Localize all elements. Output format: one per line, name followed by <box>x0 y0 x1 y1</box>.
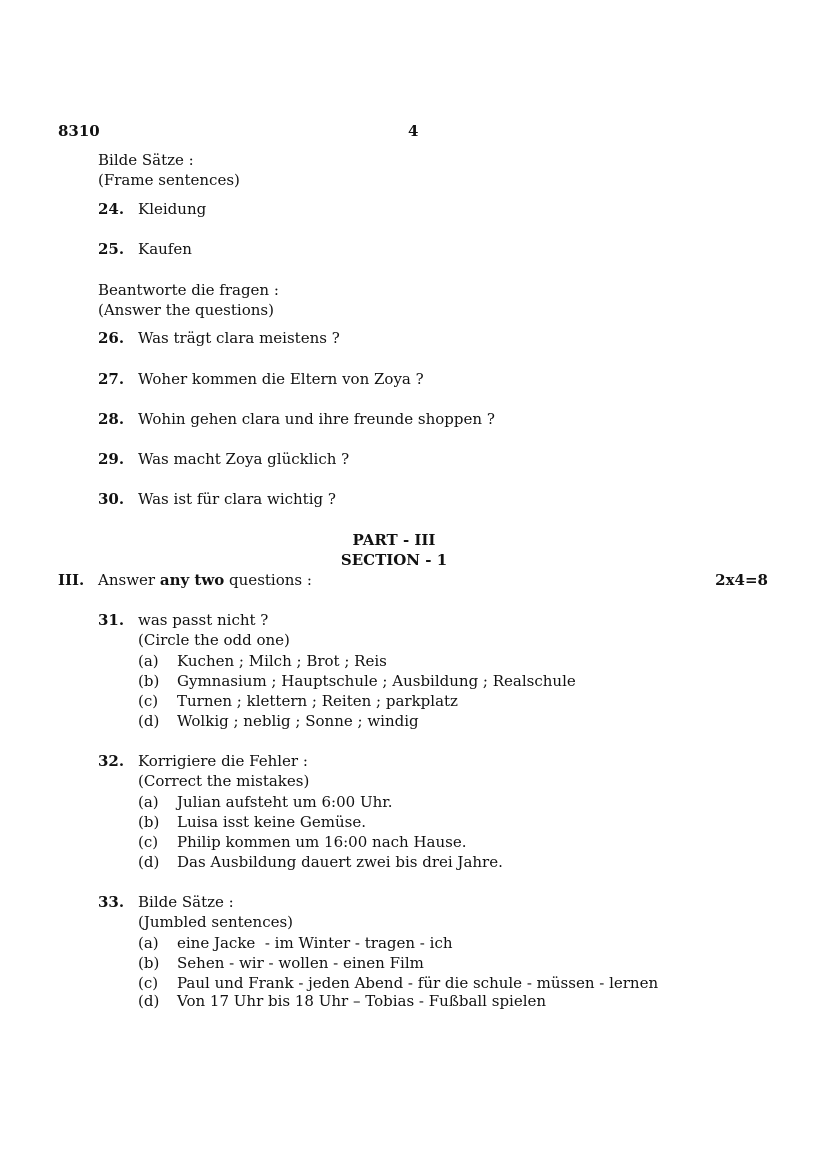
option-text: Das Ausbildung dauert zwei bis drei Jahre. <box>177 853 503 871</box>
option-text: Wolkig ; neblig ; Sonne ; windig <box>177 712 419 730</box>
question-text-29: Was macht Zoya glücklich ? <box>138 450 350 468</box>
question-number-33: 33. <box>98 893 125 911</box>
question-number-30: 30. <box>98 490 125 508</box>
question-text-27: Woher kommen die Eltern von Zoya ? <box>138 370 424 388</box>
option-text: Luisa isst keine Gemüse. <box>177 813 366 831</box>
question-title-31: was passt nicht ? <box>138 611 269 629</box>
question-subtitle-33: (Jumbled sentences) <box>138 913 294 931</box>
option-label: (d) <box>138 992 160 1010</box>
option-label: (c) <box>138 692 159 710</box>
option-text: eine Jacke - im Winter - tragen - ich <box>177 934 453 952</box>
option-text: Turnen ; klettern ; Reiten ; parkplatz <box>177 692 458 710</box>
option-label: (a) <box>138 934 159 952</box>
question-title-32: Korrigiere die Fehler : <box>138 752 308 770</box>
question-subtitle-31: (Circle the odd one) <box>138 631 290 649</box>
option-text: Sehen - wir - wollen - einen Film <box>177 954 424 972</box>
option-label: (c) <box>138 974 159 992</box>
question-number-24: 24. <box>98 200 125 218</box>
option-text: Philip kommen um 16:00 nach Hause. <box>177 833 467 851</box>
option-label: (b) <box>138 813 160 831</box>
frame-section-subtitle: (Frame sentences) <box>98 171 240 189</box>
answer-section-subtitle: (Answer the questions) <box>98 301 274 319</box>
answer-section-title: Beantworte die fragen : <box>98 281 279 299</box>
option-label: (d) <box>138 853 160 871</box>
question-text-25: Kaufen <box>138 240 192 258</box>
question-number-26: 26. <box>98 329 125 347</box>
question-number-29: 29. <box>98 450 125 468</box>
marks-allocation: 2x4=8 <box>715 571 768 589</box>
question-text-28: Wohin gehen clara und ihre freunde shoppen ? <box>138 410 495 428</box>
section-title: SECTION - 1 <box>340 551 448 569</box>
option-label: (a) <box>138 652 159 670</box>
question-title-33: Bilde Sätze : <box>138 893 234 911</box>
part-instruction: Answer any two questions : <box>98 571 312 589</box>
frame-section-title: Bilde Sätze : <box>98 151 194 169</box>
question-number-25: 25. <box>98 240 125 258</box>
option-label: (b) <box>138 954 160 972</box>
question-text-30: Was ist für clara wichtig ? <box>138 490 336 508</box>
option-text: Paul und Frank - jeden Abend - für die schule - müssen - lernen <box>177 974 659 992</box>
option-label: (a) <box>138 793 159 811</box>
question-text-24: Kleidung <box>138 200 207 218</box>
question-number-31: 31. <box>98 611 125 629</box>
part-title: PART - III <box>352 531 436 549</box>
question-number-28: 28. <box>98 410 125 428</box>
question-number-32: 32. <box>98 752 125 770</box>
roman-numeral: III. <box>58 571 85 589</box>
question-number-27: 27. <box>98 370 125 388</box>
option-text: Gymnasium ; Hauptschule ; Ausbildung ; Realschule <box>177 672 576 690</box>
option-text: Kuchen ; Milch ; Brot ; Reis <box>177 652 387 670</box>
question-subtitle-32: (Correct the mistakes) <box>138 772 310 790</box>
question-text-26: Was trägt clara meistens ? <box>138 329 340 347</box>
option-label: (b) <box>138 672 160 690</box>
option-label: (c) <box>138 833 159 851</box>
page-number: 4 <box>408 122 419 140</box>
option-text: Von 17 Uhr bis 18 Uhr – Tobias - Fußball spielen <box>177 992 547 1010</box>
option-label: (d) <box>138 712 160 730</box>
option-text: Julian aufsteht um 6:00 Uhr. <box>177 793 393 811</box>
paper-code: 8310 <box>58 122 100 140</box>
